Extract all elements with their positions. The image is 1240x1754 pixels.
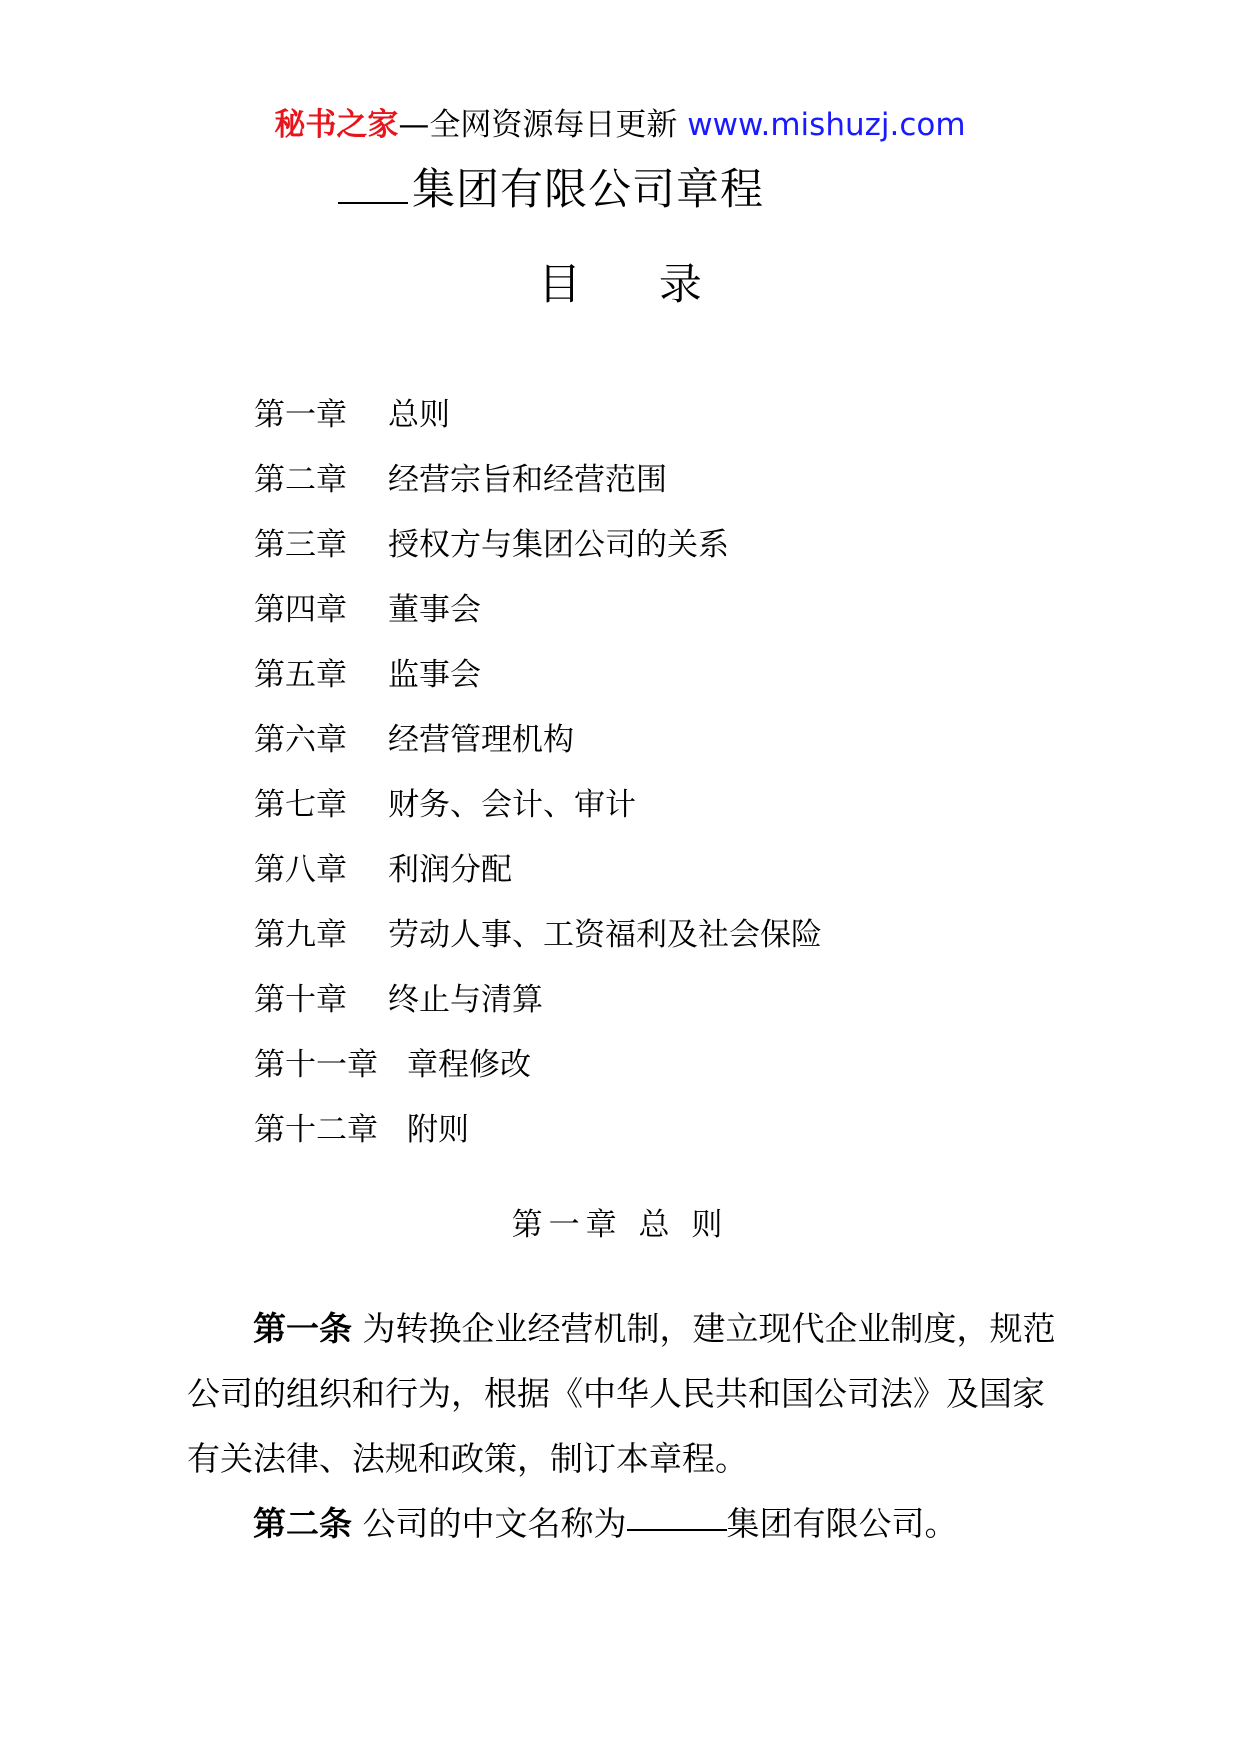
- toc-item[interactable]: [254, 714, 822, 779]
- toc-chapter-number: 第九章: [254, 917, 347, 953]
- toc-chapter-number: 第八章: [254, 852, 347, 888]
- company-name-blank-line: [627, 1491, 727, 1531]
- toc-item[interactable]: [254, 1039, 822, 1104]
- toc-item[interactable]: [254, 1104, 822, 1169]
- toc-heading: 目 录: [538, 260, 734, 310]
- toc-chapter-number: 第七章: [254, 787, 347, 823]
- toc-chapter-title: 董事会: [388, 592, 481, 628]
- toc-chapter-number: 第十二章: [254, 1112, 378, 1148]
- toc-chapter-number: 第一章: [254, 397, 347, 433]
- article-text-after: 集团有限公司。: [726, 1504, 958, 1543]
- article-text: 为转换企业经营机制，建立现代企业制度，规范公司的组织和行为，根据《中华人民共和国公司法》及国家有关法律、法规和政策，制订本章程。: [187, 1309, 1056, 1478]
- toc-chapter-number: 第五章: [254, 657, 347, 693]
- toc-item[interactable]: [254, 974, 822, 1039]
- toc-item[interactable]: [254, 454, 822, 519]
- document-title-text: 集团有限公司章程: [412, 165, 764, 215]
- table-of-contents: [254, 389, 822, 1169]
- toc-chapter-number: 第二章: [254, 462, 347, 498]
- site-url-link[interactable]: www.mishuzj.com: [687, 107, 966, 143]
- toc-chapter-title: 财务、会计、审计: [388, 787, 636, 823]
- toc-item[interactable]: [254, 844, 822, 909]
- article-label: 第二条: [253, 1504, 352, 1543]
- toc-chapter-number: 第六章: [254, 722, 347, 758]
- toc-chapter-title: 经营宗旨和经营范围: [388, 462, 667, 498]
- toc-item[interactable]: [254, 389, 822, 454]
- toc-item[interactable]: [254, 909, 822, 974]
- toc-chapter-title: 监事会: [388, 657, 481, 693]
- toc-chapter-title: 章程修改: [407, 1047, 531, 1083]
- toc-chapter-title: 终止与清算: [388, 982, 543, 1018]
- document-title: [338, 162, 764, 218]
- toc-item[interactable]: [254, 779, 822, 844]
- chapter-heading: 第一章 总 则: [511, 1207, 729, 1243]
- article-paragraph: [187, 1296, 1057, 1491]
- site-slogan: —全网资源每日更新: [398, 107, 678, 143]
- article-paragraph: [187, 1491, 1057, 1556]
- article-label: 第一条: [253, 1309, 352, 1348]
- toc-chapter-number: 第十一章: [254, 1047, 378, 1083]
- toc-item[interactable]: [254, 649, 822, 714]
- toc-chapter-title: 利润分配: [388, 852, 512, 888]
- site-header: [0, 100, 1240, 150]
- toc-chapter-title: 总则: [388, 397, 450, 433]
- toc-chapter-title: 经营管理机构: [388, 722, 574, 758]
- title-blank-line: [338, 162, 408, 204]
- site-brand: 秘书之家: [274, 107, 399, 143]
- toc-chapter-title: 授权方与集团公司的关系: [388, 527, 729, 563]
- toc-chapter-number: 第十章: [254, 982, 347, 1018]
- toc-chapter-number: 第三章: [254, 527, 347, 563]
- toc-chapter-title: 劳动人事、工资福利及社会保险: [388, 917, 822, 953]
- article-text-before: 公司的中文名称为: [362, 1504, 627, 1543]
- toc-item[interactable]: [254, 519, 822, 584]
- toc-chapter-number: 第四章: [254, 592, 347, 628]
- toc-item[interactable]: [254, 584, 822, 649]
- toc-chapter-title: 附则: [407, 1112, 469, 1148]
